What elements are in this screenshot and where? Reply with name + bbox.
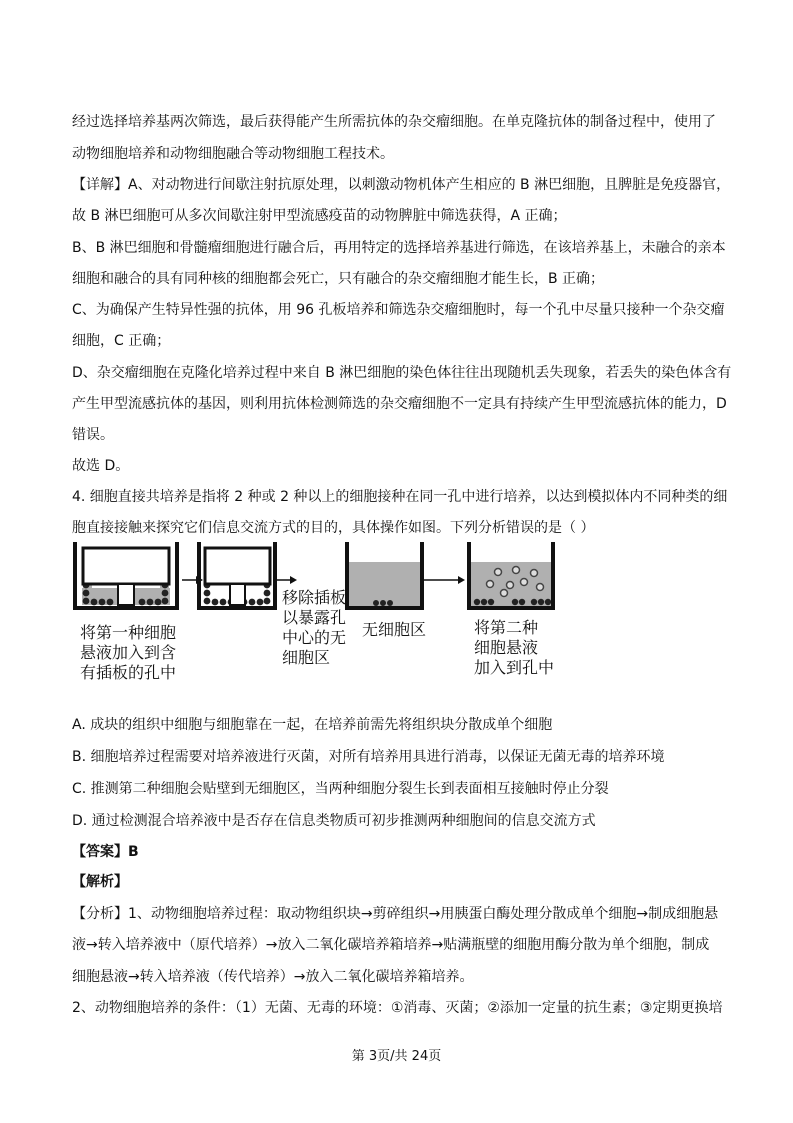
text-line: 细胞和融合的具有同种核的细胞都会死亡，只有融合的杂交瘤细胞才能生长，B 正确； <box>72 271 605 287</box>
text-line: D、杂交瘤细胞在克隆化培养过程中来自 B 淋巴细胞的染色体往往出现随机丢失现象，若丢失的染色体含有 <box>72 365 732 381</box>
figure-label-step1: 悬液加入到含 <box>80 643 177 662</box>
text-line: 2、动物细胞培养的条件：（1）无菌、无毒的环境：①消毒、灭菌；②添加一定量的抗生素；③定期更换培 <box>72 1000 723 1016</box>
option-b: B. 细胞培养过程需要对培养液进行灭菌，对所有培养用具进行消毒，以保证无菌无毒的培养环境 <box>72 749 665 765</box>
text-line: B、B 淋巴细胞和骨髓瘤细胞进行融合后，再用特定的选择培养基进行筛选，在该培养基上，未融合的亲本 <box>72 240 726 256</box>
figure-label-step3: 细胞悬液 <box>474 638 539 657</box>
answer-label: 【答案】B <box>72 844 139 860</box>
figure-label-step2: 移除插板 <box>282 588 347 607</box>
well-panel-4 <box>469 542 553 608</box>
text-line: 故 B 淋巴细胞可从多次间歇注射甲型流感疫苗的动物脾脏中筛选获得，A 正确； <box>72 208 567 224</box>
option-a: A. 成块的组织中细胞与细胞靠在一起，在培养前需先将组织块分散成单个细胞 <box>72 717 553 733</box>
text-line: 动物细胞培养和动物细胞融合等动物细胞工程技术。 <box>72 146 394 162</box>
option-d: D. 通过检测混合培养液中是否存在信息类物质可初步推测两种细胞间的信息交流方式 <box>72 813 596 829</box>
option-c: C. 推测第二种细胞会贴壁到无细胞区，当两种细胞分裂生长到表面相互接触时停止分裂 <box>72 781 609 797</box>
text-line: 故选 D。 <box>72 458 130 474</box>
question-4-text: 4. 细胞直接共培养是指将 2 种或 2 种以上的细胞接种在同一孔中进行培养，以达到模拟体内不同种类的细 <box>72 489 728 505</box>
text-line: 【详解】A、对动物进行间歇注射抗原处理，以刺激动物机体产生相应的 B 淋巴细胞，且脾脏是免疫器官， <box>72 177 731 193</box>
figure-label-cell-free-zone: 无细胞区 <box>362 620 427 639</box>
text-line: 细胞悬液→转入培养液（传代培养）→放入二氧化碳培养箱培养。 <box>72 969 474 985</box>
text-line: 【分析】1、动物细胞培养过程：取动物组织块→剪碎组织→用胰蛋白酶处理分散成单个细胞→制成细胞悬 <box>72 906 719 922</box>
figure-label-step1: 有插板的孔中 <box>80 663 177 682</box>
text-line: 经过选择培养基两次筛选，最后获得能产生所需抗体的杂交瘤细胞。在单克隆抗体的制备过程中，使用了 <box>72 114 716 130</box>
figure-label-step3: 将第二种 <box>474 618 539 637</box>
analysis-heading: 【解析】 <box>72 874 128 890</box>
page-footer: 第 3页/共 24页 <box>351 1049 442 1064</box>
figure-label-step1: 将第一种细胞 <box>80 623 177 642</box>
question-4-text: 胞直接接触来探究它们信息交流方式的目的，具体操作如图。下列分析错误的是（ ） <box>72 520 595 536</box>
well-panel-1 <box>75 542 177 608</box>
figure-label-step3: 加入到孔中 <box>474 658 555 677</box>
figure-label-step2: 细胞区 <box>282 648 331 667</box>
text-line: 产生甲型流感抗体的基因，则利用抗体检测筛选的杂交瘤细胞不一定具有持续产生甲型流感抗体的能力，D <box>72 396 727 412</box>
text-line: 错误。 <box>72 427 114 443</box>
figure-label-step2: 中心的无 <box>282 628 347 647</box>
well-panel-3 <box>347 542 422 608</box>
well-panel-2 <box>199 542 275 608</box>
co-culture-diagram <box>72 540 572 690</box>
text-line: C、为确保产生特异性强的抗体，用 96 孔板培养和筛选杂交瘤细胞时，每一个孔中尽量只接种一个杂交瘤 <box>72 302 725 318</box>
figure-label-step2: 以暴露孔 <box>282 608 347 627</box>
text-line: 液→转入培养液中（原代培养）→放入二氧化碳培养箱培养→贴满瓶壁的细胞用酶分散为单个细胞，制成 <box>72 937 710 953</box>
text-line: 细胞，C 正确； <box>72 333 171 349</box>
